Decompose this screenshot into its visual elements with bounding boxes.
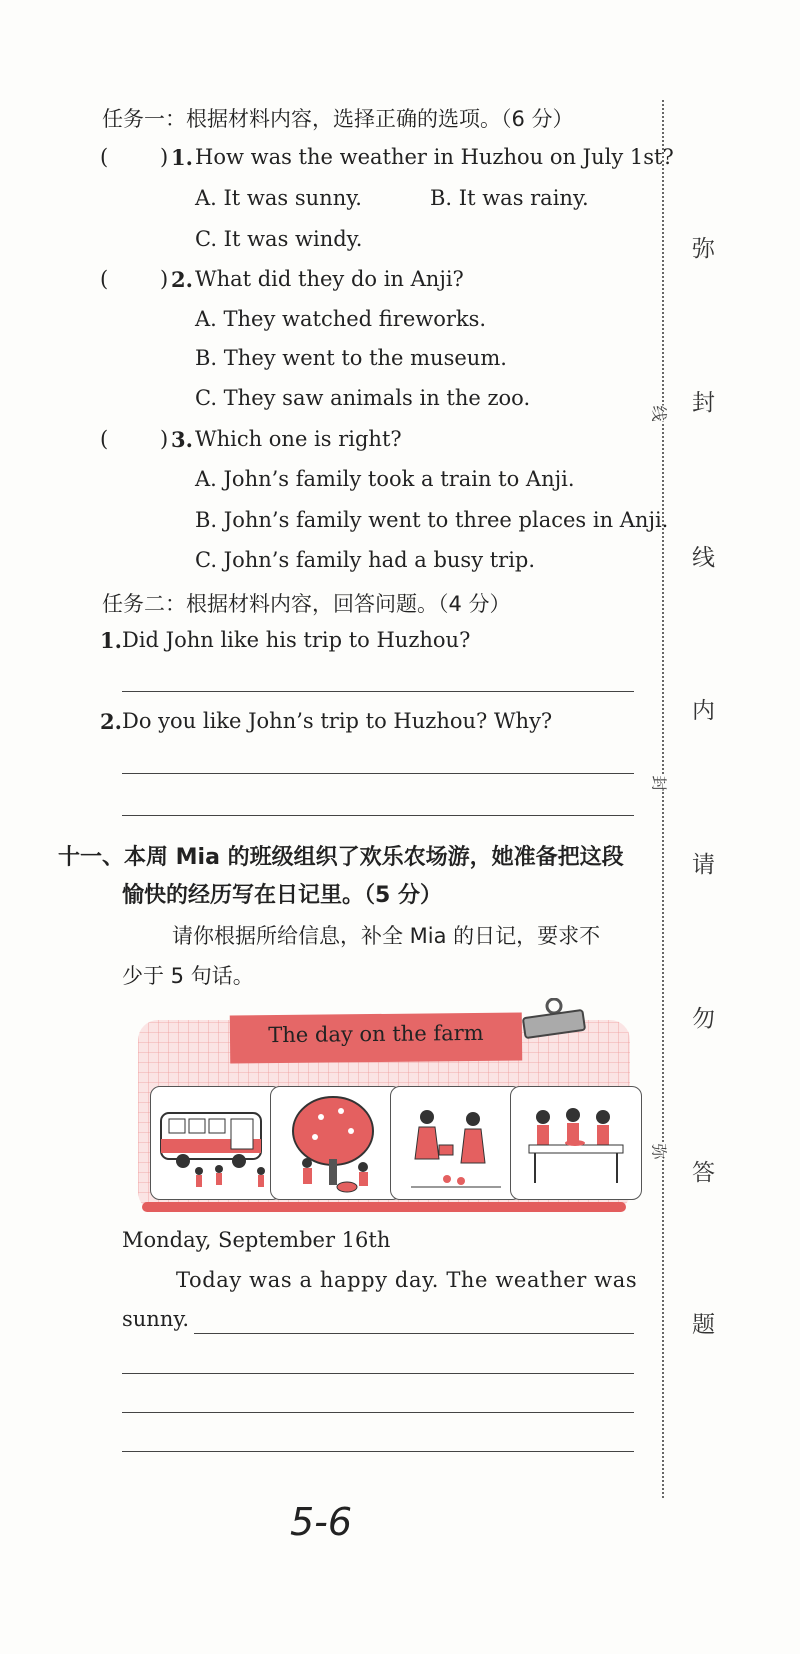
q1-option-a: A. It was sunny.: [195, 186, 362, 210]
picture-card-bus: [150, 1086, 282, 1200]
bus-icon: [151, 1087, 281, 1199]
margin-char: 封: [692, 390, 715, 416]
margin-char: 请: [692, 852, 715, 878]
picture-card-picnic: [510, 1086, 642, 1200]
picnic-table-icon: [511, 1087, 641, 1199]
watering-icon: [391, 1087, 521, 1199]
q2-paren-close: ): [160, 267, 169, 291]
margin-char: 答: [692, 1160, 715, 1186]
q3-text: Which one is right?: [195, 427, 402, 451]
q2-paren-open: (: [100, 267, 109, 291]
q2-number: 2.: [171, 267, 193, 292]
answer-line[interactable]: [122, 691, 634, 692]
q3-paren-close: ): [160, 427, 169, 451]
section11-title-line2: 愉快的经历写在日记里。（5 分）: [122, 883, 442, 908]
q2-option-c: C. They saw animals in the zoo.: [195, 386, 531, 410]
answer-line[interactable]: [122, 773, 634, 774]
q1-text: How was the weather in Huzhou on July 1st?: [195, 145, 674, 169]
section11-instruction-line2: 少于 5 句话。: [122, 964, 254, 988]
task2-q1-number: 1.: [100, 628, 122, 653]
margin-char: 线: [692, 545, 715, 571]
q1-paren-open: (: [100, 145, 109, 169]
seal-line: [662, 100, 664, 1498]
picture-card-apple-tree: [270, 1086, 402, 1200]
banner: [230, 1012, 522, 1063]
q1-number: 1.: [171, 145, 193, 170]
binder-clip-icon: [520, 998, 590, 1046]
task2-q2-number: 2.: [100, 709, 122, 734]
apple-tree-icon: [271, 1087, 401, 1199]
section11-title-line1: 十一、本周 Mia 的班级组织了欢乐农场游，她准备把这段: [58, 845, 624, 870]
q3-number: 3.: [171, 427, 193, 452]
answer-line[interactable]: [122, 1451, 634, 1452]
q2-option-b: B. They went to the museum.: [195, 346, 507, 370]
banner-title: The day on the farm: [268, 1020, 484, 1048]
seal-line-label: 封: [647, 775, 674, 791]
task2-heading: 任务二：根据材料内容，回答问题。（4 分）: [102, 592, 511, 616]
seal-line-label: 弥: [647, 1143, 674, 1159]
margin-char: 题: [692, 1312, 715, 1338]
margin-char: 勿: [692, 1006, 715, 1032]
answer-line[interactable]: [122, 1412, 634, 1413]
q3-option-c: C. John’s family had a busy trip.: [195, 548, 536, 572]
q3-option-a: A. John’s family took a train to Anji.: [195, 467, 575, 491]
diary-date: Monday, September 16th: [122, 1228, 391, 1252]
q3-paren-open: (: [100, 427, 109, 451]
margin-char: 弥: [692, 236, 715, 262]
q1-option-c: C. It was windy.: [195, 227, 363, 251]
seal-line-label: 线: [647, 405, 674, 421]
task2-q1-text: Did John like his trip to Huzhou?: [122, 628, 471, 652]
farm-picture-panel: [138, 1012, 630, 1214]
picture-card-watering: [390, 1086, 522, 1200]
section11-instruction-line1: 请你根据所给信息，补全 Mia 的日记，要求不: [172, 924, 601, 948]
q2-option-a: A. They watched fireworks.: [195, 307, 487, 331]
q2-text: What did they do in Anji?: [195, 267, 464, 291]
page-number: 5-6: [290, 1500, 353, 1544]
answer-line[interactable]: [194, 1333, 634, 1334]
q3-option-b: B. John’s family went to three places in Anji.: [195, 508, 669, 532]
q1-paren-close: ): [160, 145, 169, 169]
diary-line2: sunny.: [122, 1307, 190, 1331]
task1-heading: 任务一：根据材料内容，选择正确的选项。（6 分）: [102, 107, 574, 131]
answer-line[interactable]: [122, 1373, 634, 1374]
diary-line1: Today was a happy day. The weather was: [176, 1268, 638, 1292]
task2-q2-text: Do you like John’s trip to Huzhou? Why?: [122, 709, 553, 733]
answer-line[interactable]: [122, 815, 634, 816]
q1-option-b: B. It was rainy.: [430, 186, 589, 210]
margin-char: 内: [692, 698, 715, 724]
